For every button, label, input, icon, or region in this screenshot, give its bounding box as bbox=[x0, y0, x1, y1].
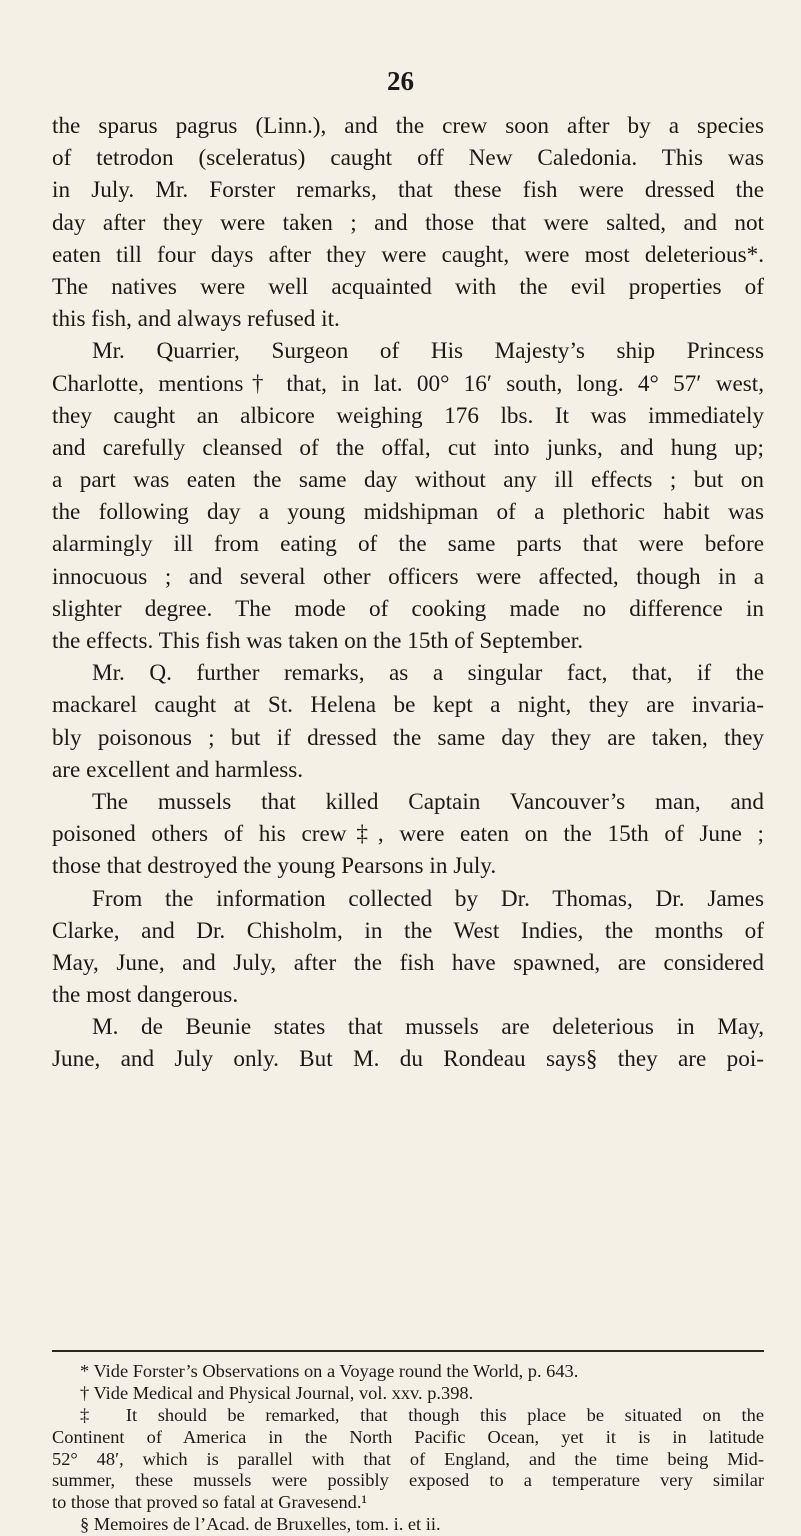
footnote-line: 52° 48′, which is parallel with that of England, and the time being Mid- bbox=[52, 1448, 764, 1469]
footnotes bbox=[52, 1361, 764, 1536]
text-line: the effects. This fish was taken on the 15th of September. bbox=[52, 628, 584, 654]
text-line: those that destroyed the young Pearsons in July. bbox=[52, 853, 497, 880]
text-line: this fish, and always refused it. bbox=[52, 306, 340, 333]
footnote-line: * Vide Forster’s Observations on a Voyage round the World, p. 643. bbox=[80, 1361, 579, 1381]
text-line: day after they were taken ; and those that were salted, and not bbox=[52, 209, 764, 236]
footnote-line: ‡ It should be remarked, that though this place be situated on the bbox=[80, 1404, 764, 1425]
text-line: bly poisonous ; but if dressed the same day they are taken, they bbox=[52, 724, 764, 751]
text-line: May, June, and July, after the fish have spawned, are considered bbox=[52, 949, 764, 976]
text-line: From the information collected by Dr. Thomas, Dr. James bbox=[92, 885, 764, 912]
text-line: The mussels that killed Captain Vancouver’s man, and bbox=[92, 788, 764, 815]
text-line: Charlotte, mentions† that, in lat. 00° 16′ south, long. 4° 57′ west, bbox=[52, 370, 764, 397]
text-line: they caught an albicore weighing 176 lbs. It was immediately bbox=[52, 402, 764, 429]
footnote-divider bbox=[52, 1350, 764, 1352]
page-number: 26 bbox=[387, 66, 414, 96]
text-line: The natives were well acquainted with the evil properties of bbox=[52, 273, 764, 300]
footnote-line: † Vide Medical and Physical Journal, vol. xxv. p.398. bbox=[80, 1382, 474, 1403]
text-line: the most dangerous. bbox=[52, 982, 239, 1009]
text-line: of tetrodon (sceleratus) caught off New Caledonia. This was bbox=[52, 145, 764, 172]
text-line: poisoned others of his crew‡, were eaten on the 15th of June ; bbox=[52, 821, 764, 848]
footnote-line: to those that proved so fatal at Gravesend.¹ bbox=[52, 1492, 367, 1513]
body-text bbox=[52, 110, 764, 1076]
text-line: Mr. Quarrier, Surgeon of His Majesty’s ship Princess bbox=[92, 338, 764, 365]
text-line: Clarke, and Dr. Chisholm, in the West Indies, the months of bbox=[52, 917, 764, 944]
text-line: alarmingly ill from eating of the same parts that were before bbox=[52, 531, 764, 558]
text-line: the following day a young midshipman of a plethoric habit was bbox=[52, 499, 764, 526]
text-line: and carefully cleansed of the offal, cut into junks, and hung up; bbox=[52, 434, 764, 461]
text-line: mackarel caught at St. Helena be kept a night, they are invaria- bbox=[52, 692, 764, 719]
text-line: a part was eaten the same day without any ill effects ; but on bbox=[52, 467, 764, 494]
text-line: Mr. Q. further remarks, as a singular fact, that, if the bbox=[92, 660, 764, 687]
footnote-line: summer, these mussels were possibly exposed to a temperature very similar bbox=[52, 1470, 764, 1491]
text-line: the sparus pagrus (Linn.), and the crew soon after by a species bbox=[52, 113, 764, 139]
text-line: are excellent and harmless. bbox=[52, 756, 304, 783]
text-line: M. de Beunie states that mussels are deleterious in May, bbox=[92, 1014, 764, 1041]
text-line: innocuous ; and several other officers were affected, though in a bbox=[52, 563, 764, 590]
text-line: June, and July only. But M. du Rondeau says§ they are poi- bbox=[52, 1046, 764, 1073]
footnote-line: Continent of America in the North Pacific Ocean, yet it is in latitude bbox=[52, 1426, 764, 1447]
footnote-line: § Memoires de l’Acad. de Bruxelles, tom. i. et ii. bbox=[80, 1514, 441, 1535]
text-line: in July. Mr. Forster remarks, that these fish were dressed the bbox=[52, 177, 764, 204]
text-line: eaten till four days after they were caught, were most deleterious*. bbox=[52, 241, 764, 268]
text-line: slighter degree. The mode of cooking made no difference in bbox=[52, 595, 764, 622]
